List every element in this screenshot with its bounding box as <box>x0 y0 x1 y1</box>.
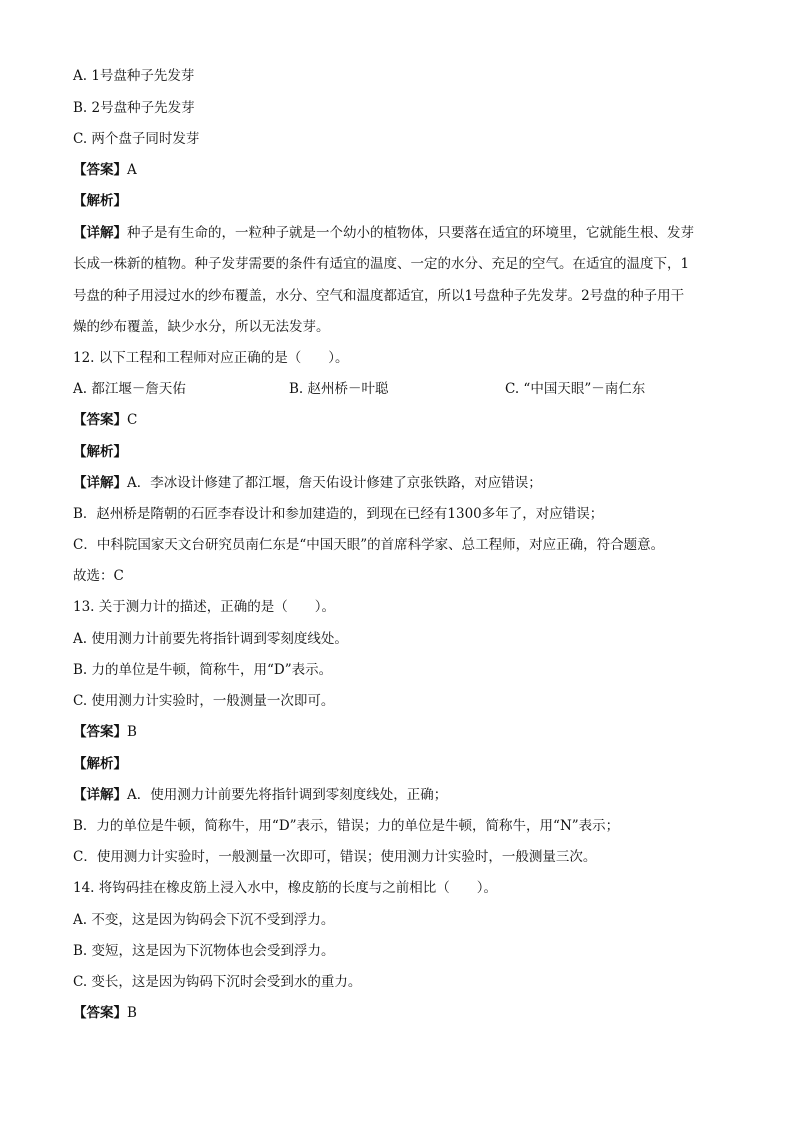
q13-option-a: A. 使用测力计前要先将指针调到零刻度线处。 <box>73 631 348 647</box>
q12-detail-line <box>73 473 733 493</box>
q13-stem: 13. 关于测力计的描述，正确的是（ ）。 <box>73 599 336 615</box>
answer-value: B <box>127 1005 137 1021</box>
q14-option-c: C. 变长，这是因为钩码下沉时会受到水的重力。 <box>73 974 362 990</box>
q12-analysis <box>73 442 733 462</box>
detail-text: A．李冰设计修建了都江堰，詹天佑设计修建了京张铁路，对应错误； <box>127 475 542 491</box>
answer-value: A <box>127 162 137 178</box>
analysis-tag: 【解析】 <box>73 756 127 772</box>
detail-text: 种子是有生命的，一粒种子就是一个幼小的植物体，只要落在适宜的环境里，它就能生根、发芽 <box>127 225 694 241</box>
q12-option-c: C. “中国天眼”－南仁东 <box>505 381 646 397</box>
q13-detail-line: C．使用测力计实验时，一般测量一次即可，错误；使用测力计实验时，一般测量三次。 <box>73 849 597 865</box>
q14-option-b: B. 变短，这是因为下沉物体也会受到浮力。 <box>73 943 335 959</box>
q14-answer <box>73 1003 733 1023</box>
q13-option-b: B. 力的单位是牛顿，简称牛，用“D”表示。 <box>73 662 333 678</box>
answer-tag: 【答案】 <box>73 162 127 178</box>
q12-answer <box>73 410 733 430</box>
q12-option-b: B. 赵州桥－叶聪 <box>289 381 389 397</box>
detail-tag: 【详解】 <box>73 787 127 803</box>
answer-value: B <box>127 724 137 740</box>
answer-value: C <box>127 412 138 428</box>
q12-option-a: A. 都江堰－詹天佑 <box>73 381 186 397</box>
q11-detail-line <box>73 223 733 243</box>
q12-detail-line: C．中科院国家天文台研究员南仁东是“中国天眼”的首席科学家、总工程师，对应正确，符合题意。 <box>73 537 665 553</box>
q13-detail-line <box>73 785 733 805</box>
q12-conclusion: 故选：C <box>73 568 124 584</box>
answer-tag: 【答案】 <box>73 724 127 740</box>
q11-detail-line: 号盘的种子用浸过水的纱布覆盖，水分、空气和温度都适宜，所以1号盘种子先发芽。2号盘的种子用干 <box>73 288 685 304</box>
q13-detail-line: B．力的单位是牛顿，简称牛，用“D”表示，错误；力的单位是牛顿，简称牛，用“N”表示； <box>73 818 620 834</box>
q14-option-a: A. 不变，这是因为钩码会下沉不受到浮力。 <box>73 912 335 928</box>
detail-tag: 【详解】 <box>73 225 127 241</box>
q13-option-c: C. 使用测力计实验时，一般测量一次即可。 <box>73 693 335 709</box>
answer-tag: 【答案】 <box>73 1005 127 1021</box>
q11-detail-line: 燥的纱布覆盖，缺少水分，所以无法发芽。 <box>73 319 330 335</box>
q13-analysis <box>73 754 733 774</box>
q14-stem: 14. 将钩码挂在橡皮筋上浸入水中，橡皮筋的长度与之前相比（ ）。 <box>73 880 498 896</box>
q12-detail-line: B．赵州桥是隋朝的石匠李春设计和参加建造的，到现在已经有1300多年了，对应错误； <box>73 506 604 522</box>
detail-text: A．使用测力计前要先将指针调到零刻度线处，正确； <box>127 787 448 803</box>
q11-analysis <box>73 191 733 211</box>
detail-tag: 【详解】 <box>73 475 127 491</box>
q12-stem: 12. 以下工程和工程师对应正确的是（ ）。 <box>73 350 349 366</box>
q13-answer <box>73 722 733 742</box>
q11-option-c: C. 两个盘子同时发芽 <box>73 131 200 147</box>
q11-detail-line: 长成一株新的植物。种子发芽需要的条件有适宜的温度、一定的水分、充足的空气。在适宜的温度下，1 <box>73 256 690 272</box>
answer-tag: 【答案】 <box>73 412 127 428</box>
q11-option-a: A. 1号盘种子先发芽 <box>73 68 195 84</box>
analysis-tag: 【解析】 <box>73 193 127 209</box>
analysis-tag: 【解析】 <box>73 444 127 460</box>
q11-option-b: B. 2号盘种子先发芽 <box>73 100 195 116</box>
q11-answer <box>73 160 733 180</box>
